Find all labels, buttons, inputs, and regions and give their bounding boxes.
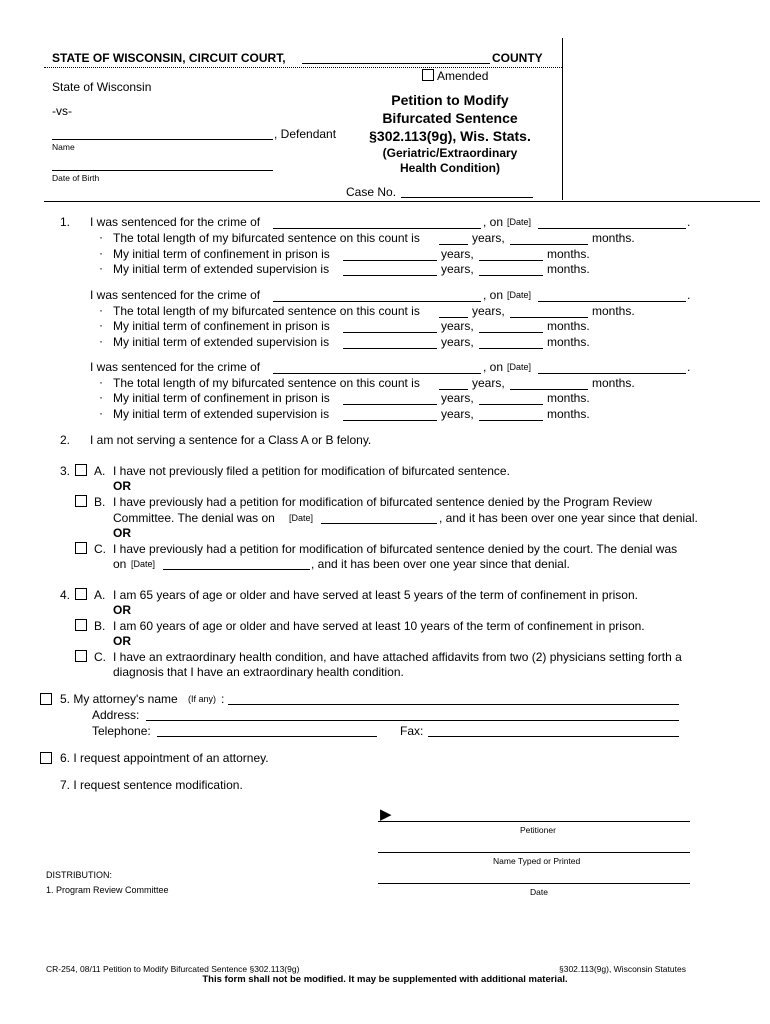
or-label: OR	[113, 526, 131, 540]
months-label: months.	[592, 304, 635, 318]
date-signed-field[interactable]	[378, 883, 690, 884]
item3c-text-2: , and it has been over one year since that denial.	[311, 557, 570, 571]
telephone-label: Telephone:	[92, 724, 151, 738]
state-label: State of Wisconsin	[52, 80, 152, 94]
months-label: months.	[547, 319, 590, 333]
item4c-letter: C.	[94, 650, 106, 664]
or-label: OR	[113, 603, 131, 617]
petitioner-caption: Petitioner	[520, 825, 556, 835]
on-label: , on	[483, 288, 504, 302]
form-title-4: (Geriatric/Extraordinary	[382, 146, 518, 160]
supervision-years-field[interactable]	[343, 275, 437, 276]
confinement-months-field[interactable]	[479, 332, 543, 333]
date-caption: [Date]	[507, 362, 532, 372]
crime-field[interactable]	[273, 373, 481, 374]
item3c-on: on	[113, 557, 127, 571]
attorney-name-field[interactable]	[228, 704, 679, 705]
confinement-years-field[interactable]	[343, 260, 437, 261]
supervision-years-field[interactable]	[343, 420, 437, 421]
total-length-label: The total length of my bifurcated sentence on this count is	[113, 231, 420, 245]
period: .	[687, 215, 691, 229]
court-heading: STATE OF WISCONSIN, CIRCUIT COURT,	[52, 51, 286, 65]
crime-field[interactable]	[273, 228, 481, 229]
date-caption: [Date]	[507, 290, 532, 300]
header-bottom-rule	[44, 201, 760, 202]
distribution-item: 1. Program Review Committee	[46, 885, 169, 895]
item3a-letter: A.	[94, 464, 106, 478]
item4c-text: I have an extraordinary health condition, and have attached affidavits from two (2) physicians setting forth a	[113, 650, 682, 664]
item3b-text-3: , and it has been over one year since that denial.	[439, 511, 698, 525]
total-years-field[interactable]	[439, 244, 468, 245]
amended-label: Amended	[437, 69, 489, 83]
item4c-text-2: diagnosis that I have an extraordinary health condition.	[113, 665, 404, 679]
defendant-name-field[interactable]	[52, 139, 273, 140]
item6-text: 6. I request appointment of an attorney.	[60, 751, 269, 765]
name-printed-caption: Name Typed or Printed	[493, 856, 581, 866]
on-label: , on	[483, 360, 504, 374]
item5-label: 5. My attorney's name	[60, 692, 178, 706]
case-no-field[interactable]	[401, 197, 533, 198]
total-length-label: The total length of my bifurcated sentence on this count is	[113, 304, 420, 318]
years-label: years,	[472, 376, 505, 390]
confinement-years-field[interactable]	[343, 404, 437, 405]
item3-number: 3.	[60, 464, 71, 478]
case-no-label: Case No.	[346, 185, 397, 199]
months-label: months.	[592, 231, 635, 245]
item3b-text: I have previously had a petition for modification of bifurcated sentence denied by the Program Review	[113, 495, 652, 509]
footer-notice: This form shall not be modified. It may be supplemented with additional material.	[202, 974, 568, 985]
total-years-field[interactable]	[439, 317, 468, 318]
item4-number: 4.	[60, 588, 71, 602]
confinement-months-field[interactable]	[479, 404, 543, 405]
item3b-text-2: Committee. The denial was on	[113, 511, 275, 525]
form-title-1: Petition to Modify	[391, 92, 509, 108]
bullet: ·	[99, 334, 103, 348]
item3b-checkbox[interactable]	[75, 495, 87, 507]
form-title-5: Health Condition)	[400, 161, 500, 175]
bullet: ·	[99, 375, 103, 389]
date-field[interactable]	[538, 373, 686, 374]
years-label: years,	[441, 391, 474, 405]
bullet: ·	[99, 303, 103, 317]
or-label: OR	[113, 634, 131, 648]
item4c-checkbox[interactable]	[75, 650, 87, 662]
item1-number: 1.	[60, 215, 71, 229]
footer-form-id: CR-254, 08/11 Petition to Modify Bifurcated Sentence §302.113(9g)	[46, 964, 300, 974]
county-field[interactable]	[302, 63, 490, 64]
confinement-label: My initial term of confinement in prison is	[113, 319, 330, 333]
total-years-field[interactable]	[439, 389, 468, 390]
petitioner-signature-field[interactable]	[378, 821, 690, 822]
years-label: years,	[472, 304, 505, 318]
period: .	[687, 288, 691, 302]
item4a-letter: A.	[94, 588, 106, 602]
years-label: years,	[441, 319, 474, 333]
item6-checkbox[interactable]	[40, 752, 52, 764]
item4b-text: I am 60 years of age or older and have served at least 10 years of the term of confinement in prison.	[113, 619, 645, 633]
defendant-label: , Defendant	[274, 127, 337, 141]
item4a-checkbox[interactable]	[75, 588, 87, 600]
years-label: years,	[441, 407, 474, 421]
supervision-months-field[interactable]	[479, 348, 543, 349]
amended-checkbox[interactable]	[422, 69, 434, 81]
item3c-date-field[interactable]	[163, 569, 310, 570]
confinement-months-field[interactable]	[479, 260, 543, 261]
months-label: months.	[547, 407, 590, 421]
footer-statute: §302.113(9g), Wisconsin Statutes	[559, 964, 686, 974]
months-label: months.	[592, 376, 635, 390]
bullet: ·	[99, 318, 103, 332]
telephone-field[interactable]	[157, 736, 377, 737]
item3c-checkbox[interactable]	[75, 542, 87, 554]
supervision-years-field[interactable]	[343, 348, 437, 349]
dob-field[interactable]	[52, 170, 273, 171]
vs-label: -vs-	[52, 104, 72, 118]
fax-label: Fax:	[400, 724, 424, 738]
signature-arrow-icon: ▶	[380, 806, 392, 823]
years-label: years,	[441, 247, 474, 261]
distribution-label: DISTRIBUTION:	[46, 870, 113, 880]
supervision-months-field[interactable]	[479, 420, 543, 421]
supervision-label: My initial term of extended supervision is	[113, 335, 330, 349]
date-field[interactable]	[538, 301, 686, 302]
item3b-letter: B.	[94, 495, 106, 509]
item2-number: 2.	[60, 433, 71, 447]
crime-label: I was sentenced for the crime of	[90, 360, 261, 374]
total-months-field[interactable]	[510, 389, 588, 390]
item4b-checkbox[interactable]	[75, 619, 87, 631]
bullet: ·	[99, 406, 103, 420]
supervision-months-field[interactable]	[479, 275, 543, 276]
header-divider	[44, 67, 562, 68]
address-field[interactable]	[146, 720, 679, 721]
bullet: ·	[99, 230, 103, 244]
if-any-caption: (If any)	[188, 694, 217, 704]
months-label: months.	[547, 262, 590, 276]
name-caption: Name	[52, 142, 75, 152]
bullet: ·	[99, 261, 103, 275]
item3a-text: I have not previously filed a petition for modification of bifurcated sentence.	[113, 464, 510, 478]
confinement-label: My initial term of confinement in prison is	[113, 247, 330, 261]
years-label: years,	[441, 335, 474, 349]
form-title-3: §302.113(9g), Wis. Stats.	[369, 128, 531, 144]
item4a-text: I am 65 years of age or older and have served at least 5 years of the term of confinement in prison.	[113, 588, 638, 602]
item4b-letter: B.	[94, 619, 106, 633]
item3c-letter: C.	[94, 542, 106, 556]
total-length-label: The total length of my bifurcated sentence on this count is	[113, 376, 420, 390]
total-months-field[interactable]	[510, 244, 588, 245]
period: .	[687, 360, 691, 374]
county-label: COUNTY	[492, 51, 543, 65]
name-printed-field[interactable]	[378, 852, 690, 853]
crime-label: I was sentenced for the crime of	[90, 215, 261, 229]
header-vertical-divider	[562, 38, 563, 200]
crime-field[interactable]	[273, 301, 481, 302]
date-field[interactable]	[538, 228, 686, 229]
fax-field[interactable]	[428, 736, 679, 737]
dob-caption: Date of Birth	[52, 173, 100, 183]
bullet: ·	[99, 246, 103, 260]
address-label: Address:	[92, 708, 140, 722]
confinement-years-field[interactable]	[343, 332, 437, 333]
date-caption: Date	[530, 887, 548, 897]
months-label: months.	[547, 247, 590, 261]
years-label: years,	[472, 231, 505, 245]
date-caption: [Date]	[289, 513, 314, 523]
months-label: months.	[547, 335, 590, 349]
years-label: years,	[441, 262, 474, 276]
on-label: , on	[483, 215, 504, 229]
months-label: months.	[547, 391, 590, 405]
form-title-2: Bifurcated Sentence	[382, 110, 518, 126]
item3a-checkbox[interactable]	[75, 464, 87, 476]
item3b-date-field[interactable]	[321, 523, 437, 524]
date-caption: [Date]	[507, 217, 532, 227]
confinement-label: My initial term of confinement in prison is	[113, 391, 330, 405]
crime-label: I was sentenced for the crime of	[90, 288, 261, 302]
date-caption: [Date]	[131, 559, 156, 569]
supervision-label: My initial term of extended supervision is	[113, 407, 330, 421]
supervision-label: My initial term of extended supervision is	[113, 262, 330, 276]
item5-checkbox[interactable]	[40, 693, 52, 705]
item5-colon: :	[221, 692, 225, 706]
item3c-text: I have previously had a petition for modification of bifurcated sentence denied by the court. The denial was	[113, 542, 678, 556]
total-months-field[interactable]	[510, 317, 588, 318]
or-label: OR	[113, 479, 131, 493]
item2-text: I am not serving a sentence for a Class A or B felony.	[90, 433, 372, 447]
bullet: ·	[99, 390, 103, 404]
item7-text: 7. I request sentence modification.	[60, 778, 243, 792]
